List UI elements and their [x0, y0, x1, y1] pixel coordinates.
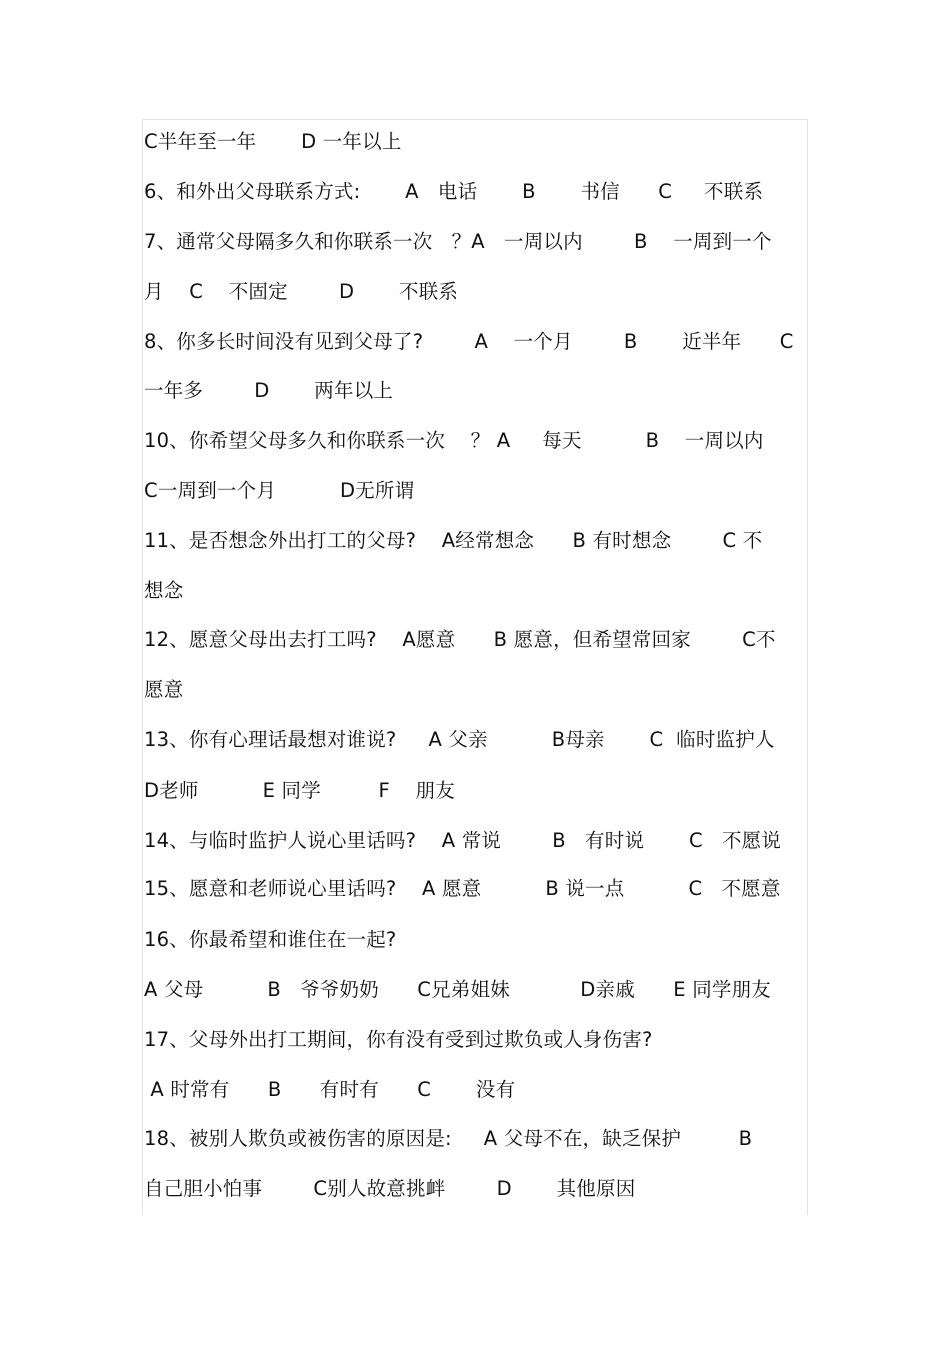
- text-line-22: 自己胆小怕事 C别人故意挑衅 D 其他原因: [144, 1177, 636, 1200]
- text-line-11: 12、愿意父母出去打工吗? A愿意 B 愿意，但希望常回家 C不: [144, 628, 776, 651]
- text-line-12: 愿意: [144, 678, 184, 701]
- text-line-15: 14、与临时监护人说心里话吗? A 常说 B 有时说 C 不愿说: [144, 829, 782, 852]
- text-line-20: A 时常有 B 有时有 C 没有: [144, 1078, 516, 1101]
- text-line-17: 16、你最希望和谁住在一起?: [144, 928, 397, 951]
- text-line-16: 15、愿意和老师说心里话吗? A 愿意 B 说一点 C 不愿意: [144, 877, 781, 900]
- text-line-9: 11、是否想念外出打工的父母? A经常想念 B 有时想念 C 不: [144, 529, 763, 552]
- text-line-18: A 父母 B 爷爷奶奶 C兄弟姐妹 D亲戚 E 同学朋友: [144, 978, 772, 1001]
- text-line-19: 17、父母外出打工期间，你有没有受到过欺负或人身伤害?: [144, 1028, 653, 1051]
- text-line-5: 8、你多长时间没有见到父母了? A 一个月 B 近半年 C: [144, 330, 794, 353]
- text-line-1: C半年至一年 D 一年以上: [144, 130, 402, 153]
- text-line-8: C一周到一个月 D无所谓: [144, 479, 415, 502]
- text-line-7: 10、你希望父母多久和你联系一次 ？ A 每天 B 一周以内: [144, 429, 764, 452]
- text-line-2: 6、和外出父母联系方式: A 电话 B 书信 C 不联系: [144, 180, 764, 203]
- text-line-14: D老师 E 同学 F 朋友: [144, 779, 455, 802]
- text-line-10: 想念: [144, 579, 184, 602]
- text-line-6: 一年多 D 两年以上: [144, 379, 394, 402]
- text-line-4: 月 C 不固定 D 不联系: [144, 280, 459, 303]
- text-line-3: 7、通常父母隔多久和你联系一次 ？A 一周以内 B 一周到一个: [144, 230, 772, 253]
- text-line-21: 18、被别人欺负或被伤害的原因是: A 父母不在，缺乏保护 B: [144, 1127, 753, 1150]
- text-line-13: 13、你有心理话最想对谁说? A 父亲 B母亲 C 临时监护人: [144, 728, 775, 751]
